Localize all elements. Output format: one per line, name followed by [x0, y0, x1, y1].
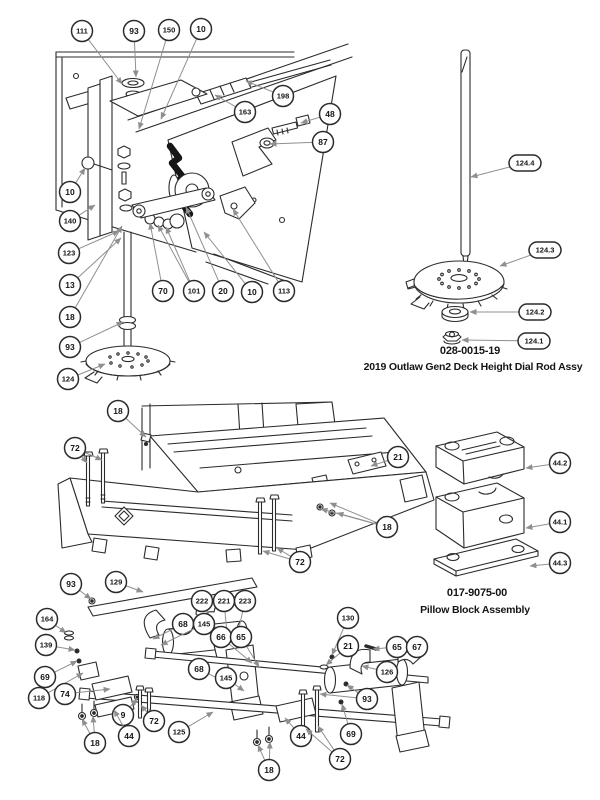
svg-text:10: 10: [247, 287, 257, 298]
chassis-drawing: [58, 402, 434, 562]
svg-text:44.2: 44.2: [552, 458, 568, 468]
svg-text:18: 18: [90, 738, 100, 749]
callout-44: [285, 718, 312, 747]
svg-text:111: 111: [76, 26, 88, 36]
callout-44.3: [530, 553, 571, 574]
callout-129: [106, 572, 144, 593]
svg-text:48: 48: [325, 109, 335, 120]
svg-text:223: 223: [238, 596, 252, 606]
dial-rod-drawing: [406, 50, 507, 344]
svg-text:145: 145: [219, 673, 233, 683]
callout-10: [60, 168, 86, 203]
svg-text:66: 66: [216, 632, 226, 643]
svg-text:44: 44: [296, 731, 306, 742]
svg-text:18: 18: [264, 765, 274, 776]
svg-text:198: 198: [276, 91, 290, 101]
svg-text:44.1: 44.1: [552, 517, 568, 527]
callout-72: [65, 438, 103, 464]
svg-text:65: 65: [392, 642, 402, 653]
callout-69: [35, 661, 78, 688]
svg-text:140: 140: [63, 216, 77, 226]
svg-text:68: 68: [178, 619, 188, 630]
svg-text:139: 139: [39, 640, 53, 650]
svg-text:65: 65: [236, 632, 246, 643]
svg-text:21: 21: [393, 452, 403, 463]
callout-44.1: [526, 512, 571, 533]
svg-text:101: 101: [187, 286, 201, 296]
svg-text:44.3: 44.3: [552, 558, 568, 568]
svg-text:222: 222: [195, 596, 209, 606]
callout-70: [150, 223, 174, 302]
svg-text:129: 129: [109, 577, 123, 587]
callout-124.3: [500, 242, 561, 266]
svg-text:72: 72: [149, 716, 159, 727]
svg-text:126: 126: [380, 667, 394, 677]
svg-text:221: 221: [217, 596, 231, 606]
svg-text:124.1: 124.1: [524, 336, 544, 346]
svg-text:124.2: 124.2: [525, 307, 545, 317]
assembly-2-part-number: 017-9075-00: [446, 587, 508, 599]
callout-18: [258, 742, 280, 781]
assembly-2-name: Pillow Block Assembly: [420, 604, 530, 616]
svg-text:44: 44: [124, 731, 134, 742]
svg-text:10: 10: [196, 24, 206, 35]
svg-text:72: 72: [335, 754, 345, 765]
svg-text:145: 145: [197, 619, 211, 629]
svg-text:124.4: 124.4: [515, 158, 535, 168]
svg-text:118: 118: [32, 693, 46, 703]
svg-text:69: 69: [40, 672, 50, 683]
callout-93: [124, 21, 145, 78]
svg-text:93: 93: [362, 694, 372, 705]
svg-text:18: 18: [382, 522, 392, 533]
pillow-block-drawing: [434, 432, 538, 576]
svg-text:130: 130: [341, 613, 355, 623]
callout-72: [141, 705, 165, 732]
svg-text:21: 21: [343, 641, 353, 652]
svg-text:87: 87: [318, 137, 328, 148]
svg-text:125: 125: [172, 727, 186, 737]
svg-text:20: 20: [218, 286, 228, 297]
svg-text:10: 10: [65, 187, 75, 198]
svg-text:9: 9: [120, 710, 126, 721]
svg-text:93: 93: [129, 26, 139, 37]
svg-text:18: 18: [113, 406, 123, 417]
svg-text:123: 123: [62, 248, 76, 258]
callout-164: [37, 609, 67, 634]
svg-text:93: 93: [66, 579, 76, 590]
svg-text:124: 124: [61, 374, 75, 384]
svg-text:67: 67: [412, 642, 422, 653]
callout-72: [263, 548, 311, 573]
assembly-1-name: 2019 Outlaw Gen2 Deck Height Dial Rod Assy: [363, 361, 583, 373]
callout-18: [108, 401, 147, 438]
callout-124.4: [471, 155, 541, 177]
svg-text:13: 13: [65, 280, 75, 291]
svg-text:163: 163: [238, 107, 252, 117]
svg-text:150: 150: [162, 25, 176, 35]
svg-text:70: 70: [158, 286, 168, 297]
svg-text:72: 72: [70, 443, 80, 454]
callout-124.2: [470, 304, 551, 320]
callout-18: [82, 716, 106, 754]
callout-125: [169, 712, 214, 743]
callout-69: [341, 704, 362, 745]
svg-text:18: 18: [65, 312, 75, 323]
callout-65: [373, 637, 408, 658]
callout-67: [407, 637, 428, 658]
callout-44.2: [526, 453, 571, 474]
svg-text:124.3: 124.3: [535, 245, 555, 255]
svg-text:72: 72: [295, 557, 305, 568]
svg-text:68: 68: [194, 664, 204, 675]
svg-text:164: 164: [40, 614, 54, 624]
callout-93: [61, 574, 92, 600]
svg-text:74: 74: [60, 689, 70, 700]
assembly-1-part-number: 028-0015-19: [439, 345, 501, 357]
svg-text:113: 113: [277, 286, 291, 296]
svg-text:93: 93: [65, 342, 75, 353]
svg-text:69: 69: [346, 729, 356, 740]
